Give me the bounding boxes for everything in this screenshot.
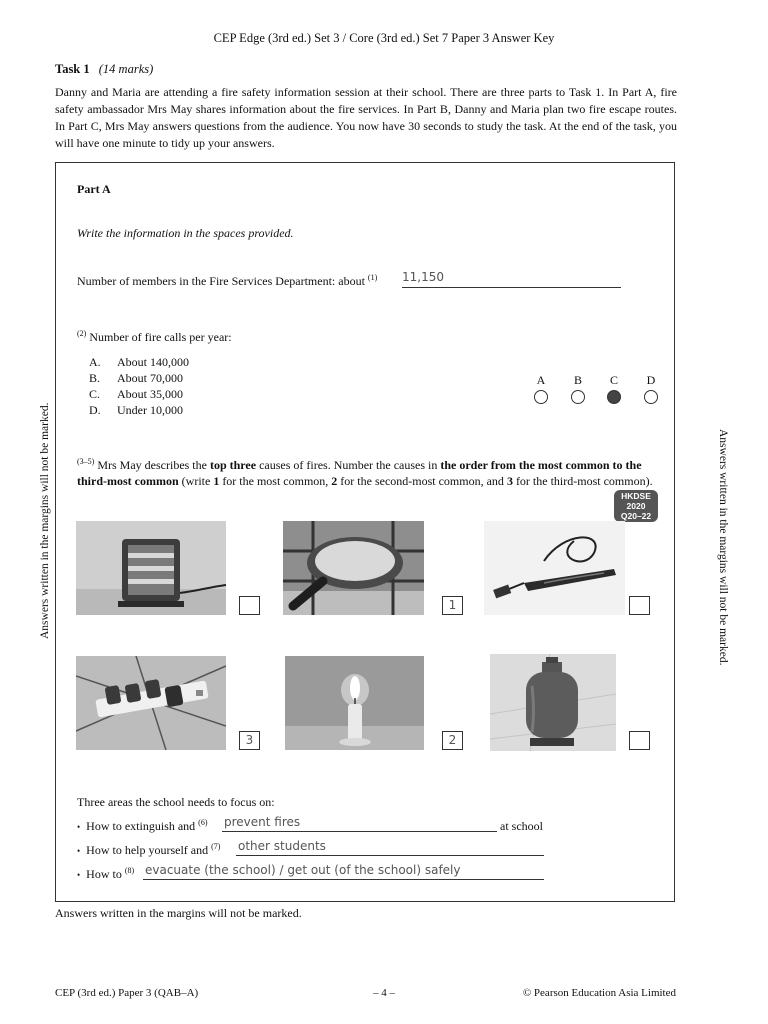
q1-answer-line [402, 287, 621, 288]
q8-number: (8) [124, 866, 135, 875]
q1-answer[interactable]: 11,150 [402, 270, 444, 284]
q2-prompt [77, 330, 232, 345]
q2-column-d: D [646, 373, 656, 387]
photo-candle [285, 656, 424, 750]
answer-box-gas-cylinder[interactable] [629, 731, 650, 750]
hkdse-badge: HKDSE 2020 Q20–22 [614, 490, 658, 522]
q2-options [89, 354, 189, 418]
q7-answer-line [236, 855, 544, 856]
q3-number: (3–5) [77, 457, 95, 466]
q7-answer[interactable]: other students [238, 839, 326, 853]
q2-number: (2) [77, 329, 87, 338]
answer-box-hair-iron[interactable] [629, 596, 650, 615]
margin-note-right: Answers written in the margins will not be marked. [717, 429, 729, 666]
q1-text: Number of members in the Fire Services Department: about [77, 274, 365, 288]
bullet: • [77, 870, 81, 880]
q8-answer[interactable]: evacuate (the school) / get out (of the school) safely [145, 863, 461, 877]
q6-answer-line [222, 831, 497, 832]
q2-text: Number of fire calls per year: [89, 330, 232, 344]
q6-suffix: at school [500, 819, 543, 833]
q2-bubble-b[interactable] [571, 390, 585, 404]
q2-bubble-d[interactable] [644, 390, 658, 404]
q6-number: (6) [198, 818, 208, 827]
q3-prompt: $^{(3-5)}$ Mrs May describes the top three causes of fires. Number the causes in the order from the most common to the third-most common (write 1 for the most common, 2 for the second-most common, and 3 for the third-most common). [77, 457, 653, 488]
q2-option-a: A. About 140,000 [89, 355, 189, 369]
q6-prompt: • How to extinguish and $^{(6)}$ [77, 818, 208, 833]
footer-right: © Pearson Education Asia Limited [522, 987, 676, 999]
page-number: – 4 – [373, 987, 395, 999]
q2-option-d: D. Under 10,000 [89, 403, 183, 417]
answer-box-frying-pan[interactable]: 1 [442, 596, 463, 615]
photo-gas-cylinder [490, 654, 616, 751]
margin-note-left: Answers written in the margins will not be marked. [39, 402, 51, 639]
q7-prompt: • How to help yourself and $^{(7)}$ [77, 842, 221, 857]
photo-hair-iron [484, 521, 625, 615]
q8-prompt: • How to $^{(8)}$ [77, 866, 135, 881]
q8-answer-line [143, 879, 544, 880]
q2-option-c: C. About 35,000 [89, 387, 183, 401]
footer-left: CEP (3rd ed.) Paper 3 (QAB–A) [55, 987, 199, 999]
q2-bubble-a[interactable] [534, 390, 548, 404]
q6-answer[interactable]: prevent fires [224, 815, 301, 829]
q6-8-lead: Three areas the school needs to focus on: [77, 795, 275, 809]
task-marks: (14 marks) [98, 62, 154, 76]
task-title [55, 62, 153, 77]
answer-box-heater[interactable] [239, 596, 260, 615]
q2-option-b: B. About 70,000 [89, 371, 183, 385]
answer-box-power-strip[interactable]: 3 [239, 731, 260, 750]
q7-number: (7) [211, 842, 221, 851]
part-heading: Part A [77, 182, 111, 196]
answer-box-candle[interactable]: 2 [442, 731, 463, 750]
q1-prompt [77, 274, 377, 289]
bullet: • [77, 822, 81, 832]
task-intro: Danny and Maria are attending a fire safety information session at their school. There are three parts to Task 1. In Part A, fire safety ambassador Mrs May shares information about the fire services. In Part B, Danny and Maria plan two fire escape routes. In Part C, Mrs May answers questions from the audience. You now have 30 seconds to study the task. At the end of the task, you will have one minute to tidy up your answers. [55, 85, 677, 150]
photo-heater [76, 521, 226, 615]
photo-frying-pan [283, 521, 424, 615]
q2-column-b: B [573, 373, 582, 387]
q2-column-a: A [536, 373, 546, 387]
q2-bubble-c[interactable] [607, 390, 621, 404]
q2-column-c: C [609, 373, 618, 387]
photo-power-strip [76, 656, 226, 750]
bullet: • [77, 846, 81, 856]
q1-number: (1) [367, 273, 378, 282]
instruction: Write the information in the spaces provided. [77, 226, 294, 240]
task-label: Task 1 [55, 62, 90, 76]
page-header: CEP Edge (3rd ed.) Set 3 / Core (3rd ed.) Set 7 Paper 3 Answer Key [213, 31, 555, 45]
margin-note-bottom: Answers written in the margins will not be marked. [55, 906, 302, 920]
